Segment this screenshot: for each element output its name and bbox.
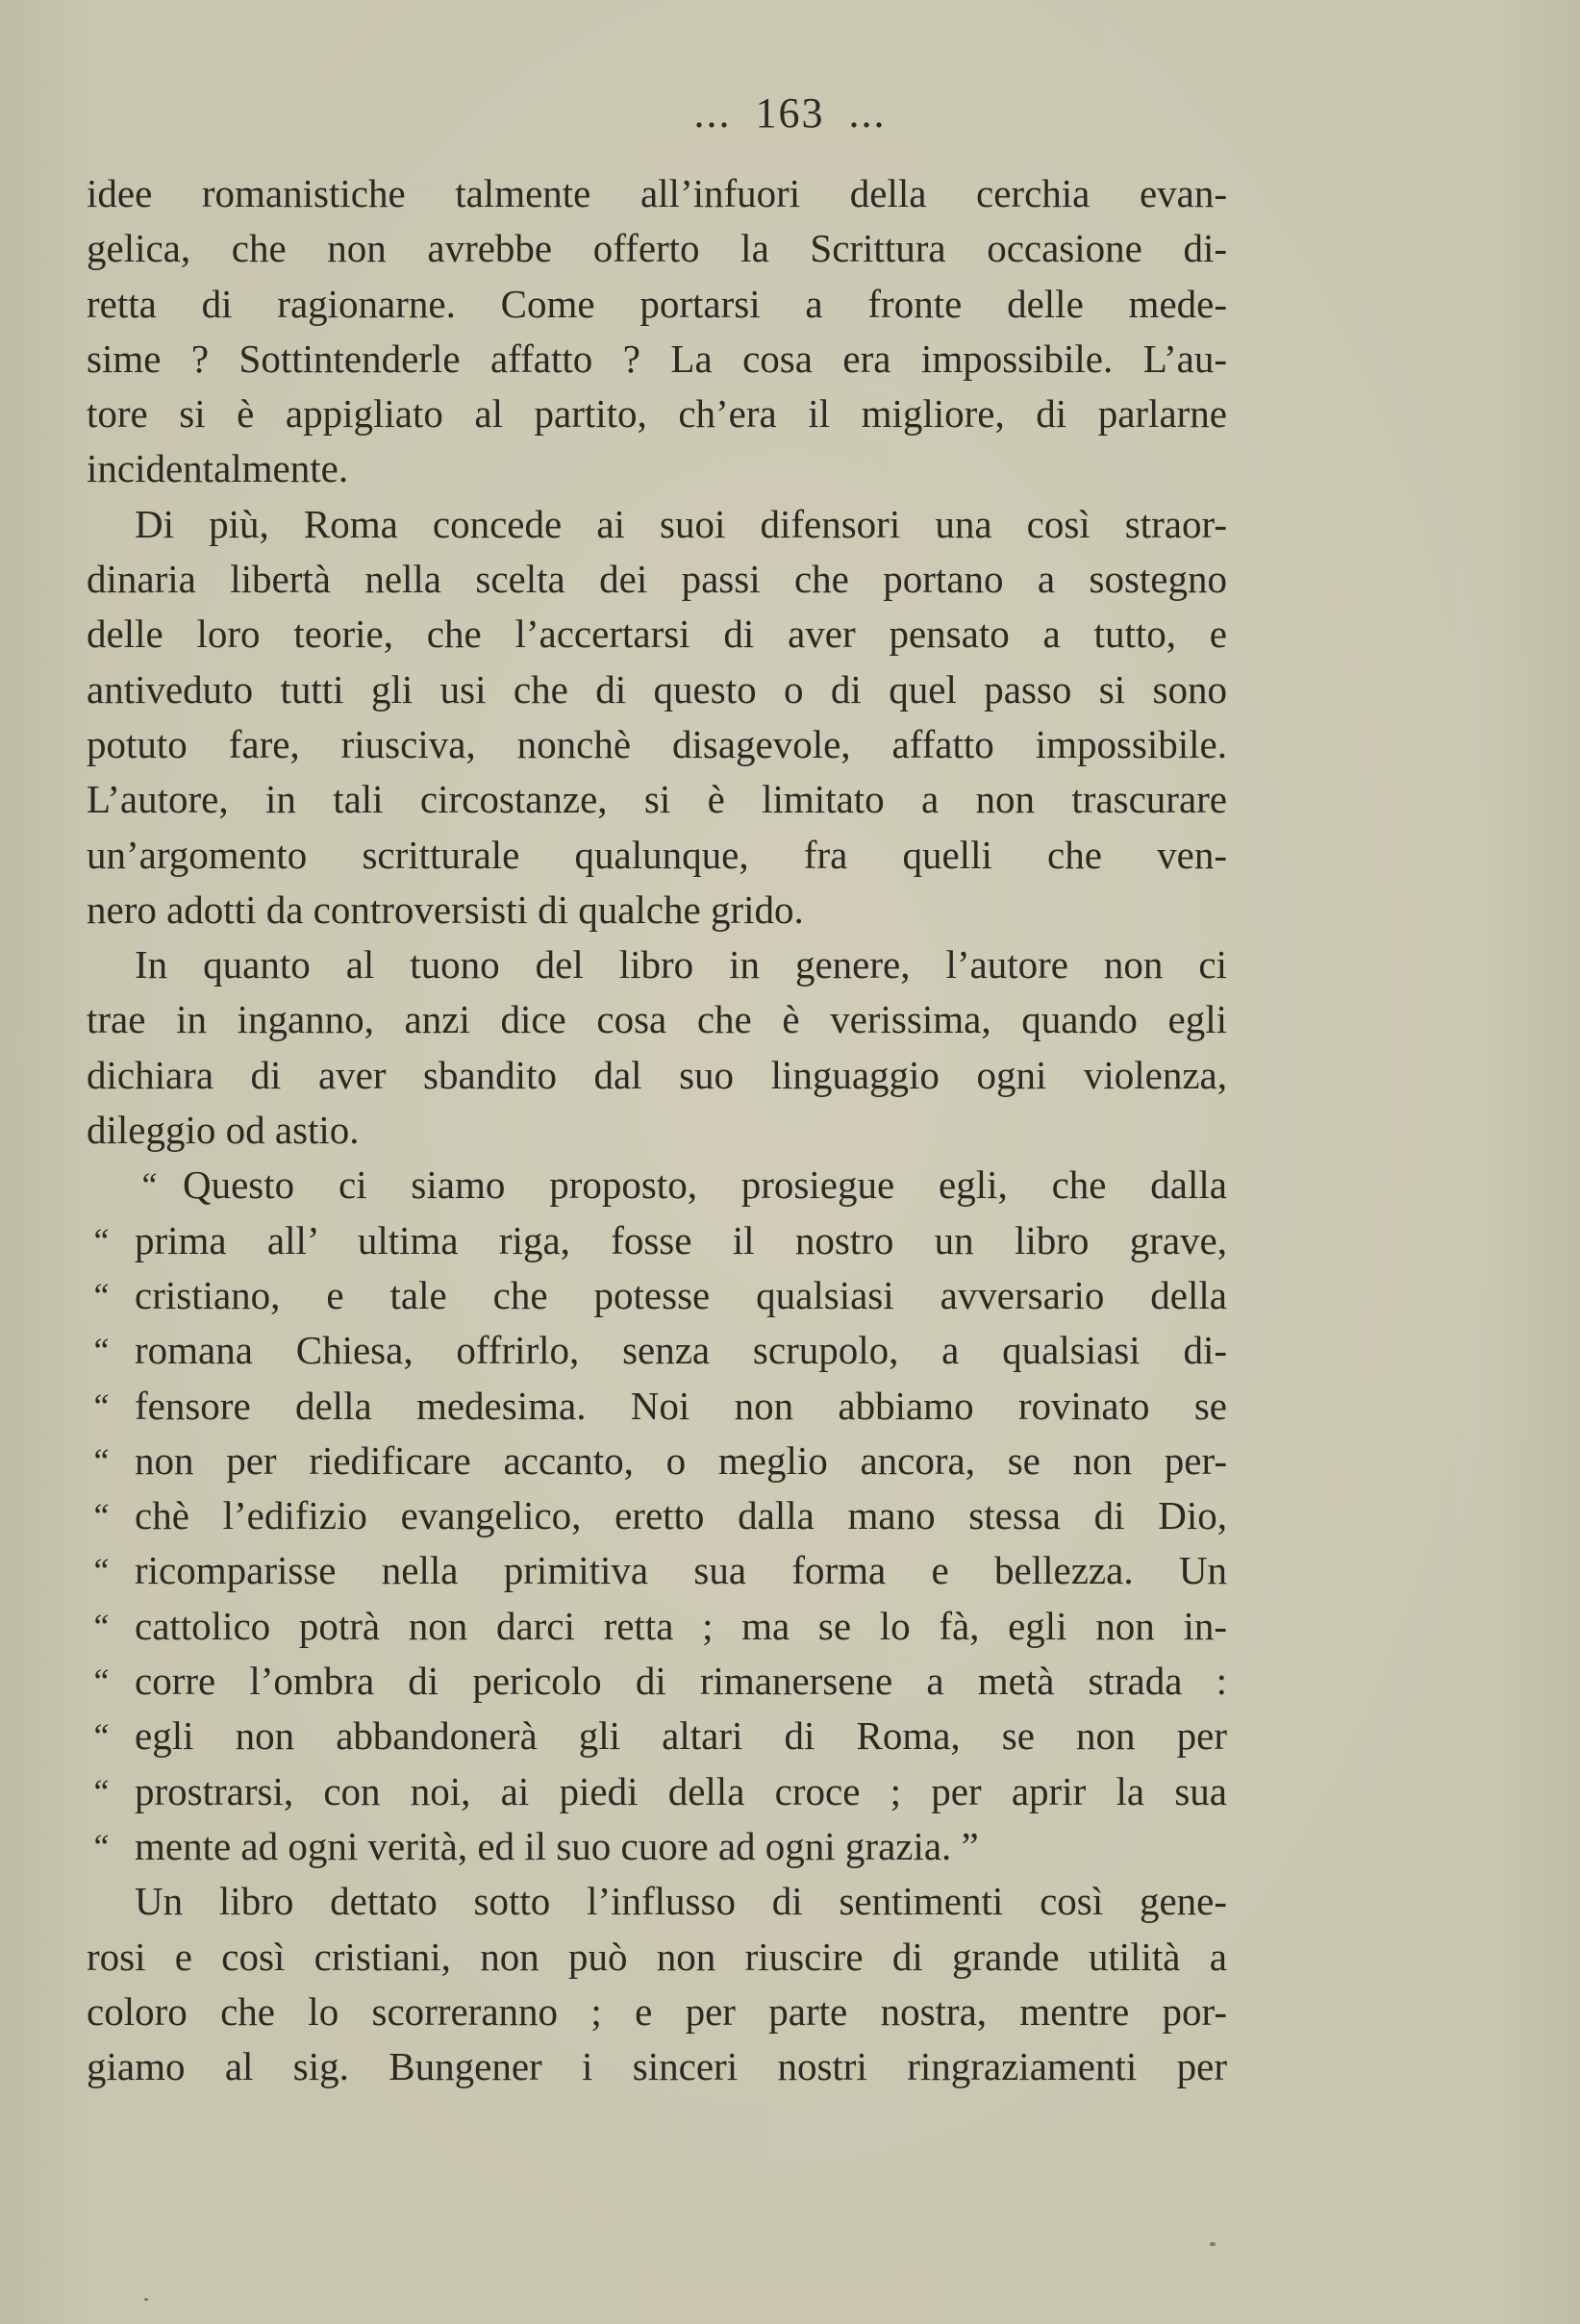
quote-text: prima all’ ultima riga, fosse il nostro un libro grave, xyxy=(135,1217,1227,1262)
quote-text: mente ad ogni verità, ed il suo cuore ad ogni grazia. ” xyxy=(135,1823,979,1868)
text-line: nero adotti da controversisti di qualche grido. xyxy=(87,887,804,932)
text-line: trae in inganno, anzi dice cosa che è verissima, quando egli xyxy=(87,997,1227,1042)
quote-line xyxy=(87,1819,1227,1874)
text-line: gelica, che non avrebbe offerto la Scrittura occasione di- xyxy=(87,226,1227,271)
text-line: sime ? Sottintenderle affatto ? La cosa era impossibile. L’au- xyxy=(87,336,1227,381)
quote-line xyxy=(87,1323,1227,1378)
quote-mark: “ xyxy=(90,1386,111,1425)
quote-mark: “ xyxy=(90,1220,111,1260)
text-line: coloro che lo scorreranno ; e per parte nostra, mentre por- xyxy=(87,1988,1227,2034)
quote-text: Questo ci siamo proposto, prosiegue egli, che dalla xyxy=(183,1162,1227,1208)
text-line: potuto fare, riusciva, nonchè disagevole, affatto impossibile. xyxy=(87,721,1227,766)
quote-mark: “ xyxy=(90,1275,111,1314)
quote-mark: “ xyxy=(90,1496,111,1536)
quote-mark: “ xyxy=(90,1662,111,1701)
text-line: tore si è appigliato al partito, ch’era il migliore, di parlarne xyxy=(87,391,1227,437)
text-line: idee romanistiche talmente all’infuori della cerchia evan- xyxy=(87,171,1227,215)
quote-text: cristiano, e tale che potesse qualsiasi avversario della xyxy=(135,1272,1227,1317)
quote-text: egli non abbandonerà gli altari di Roma, se non per xyxy=(135,1713,1227,1759)
paper-speck xyxy=(144,2298,148,2301)
body-text xyxy=(87,166,1227,2094)
quote-line xyxy=(87,1268,1227,1323)
quote-text: non per riedificare accanto, o meglio ancora, se non per- xyxy=(135,1437,1227,1483)
quote-mark: “ xyxy=(90,1826,111,1865)
quote-mark: “ xyxy=(90,1716,111,1756)
quote-mark: “ xyxy=(138,1165,159,1205)
header-ellipsis-right: ... xyxy=(848,89,887,137)
text-line: giamo al sig. Bungener i sinceri nostri ringraziamenti per xyxy=(87,2044,1227,2089)
quote-line xyxy=(87,1599,1227,1654)
quote-line xyxy=(87,1434,1227,1488)
quote-mark: “ xyxy=(90,1331,111,1370)
quote-line xyxy=(87,1543,1227,1598)
text-line: antiveduto tutti gli usi che di questo o di quel passo si sono xyxy=(87,666,1227,712)
text-line: dichiara di aver sbandito dal suo linguaggio ogni violenza, xyxy=(87,1052,1227,1097)
quote-line xyxy=(87,1764,1227,1819)
quote-line xyxy=(87,1213,1227,1268)
text-line: retta di ragionarne. Come portarsi a fronte delle mede- xyxy=(87,281,1227,326)
quote-line xyxy=(87,1488,1227,1543)
quote-line xyxy=(87,1158,1227,1212)
text-line: incidentalmente. xyxy=(87,446,349,491)
quote-mark: “ xyxy=(90,1606,111,1645)
page-header xyxy=(0,88,1580,137)
text-line: un’argomento scritturale qualunque, fra quelli che ven- xyxy=(87,832,1227,877)
header-ellipsis-left: ... xyxy=(693,89,732,137)
text-line: delle loro teorie, che l’accertarsi di aver pensato a tutto, e xyxy=(87,612,1227,657)
quote-text: cattolico potrà non darci retta ; ma se lo fà, egli non in- xyxy=(135,1603,1227,1648)
quote-text: chè l’edifizio evangelico, eretto dalla mano stessa di Dio, xyxy=(135,1493,1227,1538)
quote-mark: “ xyxy=(90,1771,111,1811)
quote-line xyxy=(87,1654,1227,1709)
quote-text: romana Chiesa, offrirlo, senza scrupolo, a qualsiasi di- xyxy=(135,1328,1227,1373)
quote-mark: “ xyxy=(90,1440,111,1480)
quote-mark: “ xyxy=(90,1551,111,1590)
page-number: 163 xyxy=(755,89,825,137)
text-line: rosi e così cristiani, non può non riuscire di grande utilità a xyxy=(87,1934,1227,1979)
text-line: Un libro dettato sotto l’influsso di sentimenti così gene- xyxy=(135,1879,1227,1924)
quote-text: fensore della medesima. Noi non abbiamo rovinato se xyxy=(135,1383,1227,1428)
quote-text: prostrarsi, con noi, ai piedi della croce ; per aprir la sua xyxy=(135,1768,1227,1813)
quote-text: ricomparisse nella primitiva sua forma e bellezza. Un xyxy=(135,1548,1227,1593)
quote-text: corre l’ombra di pericolo di rimanersene a metà strada : xyxy=(135,1659,1227,1704)
paper-speck xyxy=(1210,2242,1216,2246)
quote-line xyxy=(87,1379,1227,1434)
text-line: dileggio od astio. xyxy=(87,1108,360,1153)
text-line: In quanto al tuono del libro in genere, l’autore non ci xyxy=(135,942,1227,987)
text-line: Di più, Roma concede ai suoi difensori una così straor- xyxy=(135,501,1227,546)
text-line: L’autore, in tali circostanze, si è limitato a non trascurare xyxy=(87,777,1227,822)
quote-line xyxy=(87,1709,1227,1763)
text-line: dinaria libertà nella scelta dei passi che portano a sostegno xyxy=(87,557,1227,602)
